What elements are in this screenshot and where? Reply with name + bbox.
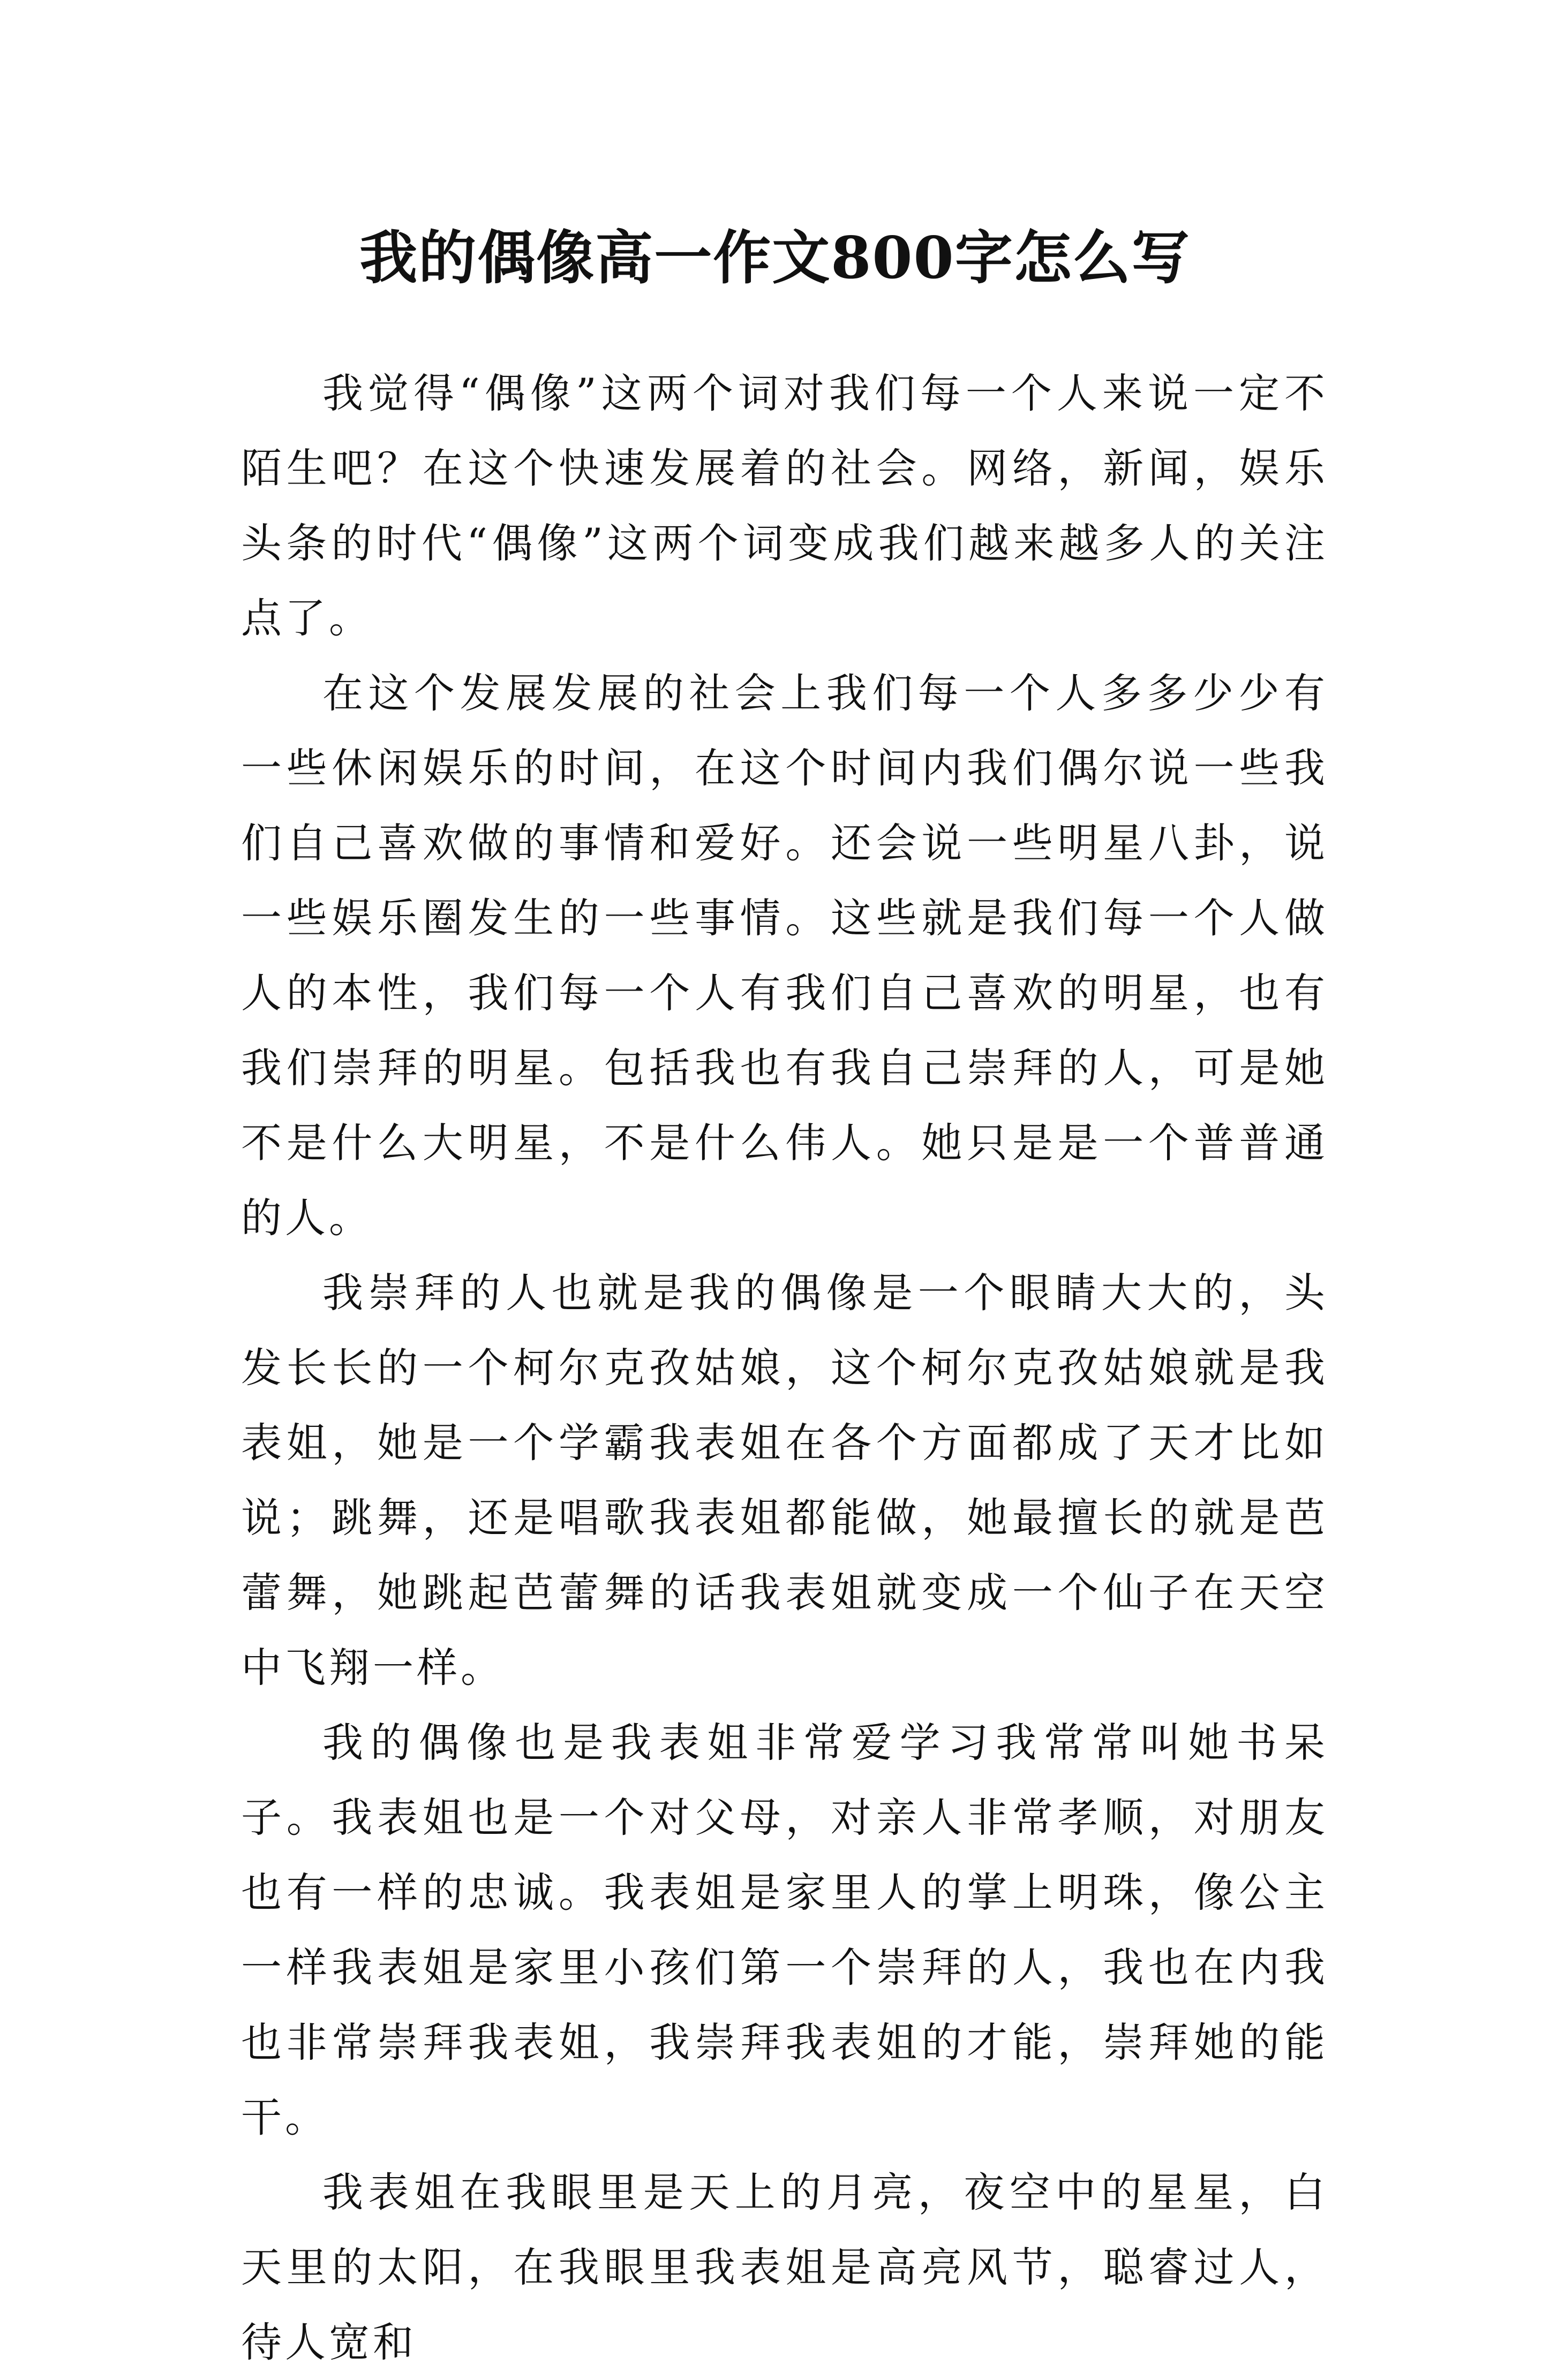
paragraph-5: 我表姐在我眼里是天上的月亮，夜空中的星星，白天里的太阳，在我眼里我表姐是高亮风节，聪睿过人，待人宽和 — [241, 2169, 1328, 2366]
paragraph-4: 我的偶像也是我表姐非常爱学习我常常叫她书呆子。我表姐也是一个对父母，对亲人非常孝顺，对朋友也有一样的忠诚。我表姐是家里人的掌上明珠，像公主一样我表姐是家里小孩们第一个崇拜的人，我也在内我也非常崇拜我表姐，我崇拜我表姐的才能，崇拜她的能干。 — [241, 1719, 1328, 2141]
paragraph-1: 我觉得“偶像”这两个词对我们每一个人来说一定不陌生吧？在这个快速发展着的社会。网络，新闻，娱乐头条的时代“偶像”这两个词变成我们越来越多人的关注点了。 — [241, 369, 1328, 642]
document-title: 我的偶像高一作文800字怎么写 — [359, 224, 1191, 292]
paragraph-2: 在这个发展发展的社会上我们每一个人多多少少有一些休闲娱乐的时间，在这个时间内我们偶尔说一些我们自己喜欢做的事情和爱好。还会说一些明星八卦，说一些娱乐圈发生的一些事情。这些就是我们每一个人做人的本性，我们每一个人有我们自己喜欢的明星，也有我们崇拜的明星。包括我也有我自己崇拜的人，可是她不是什么大明星，不是什么伟人。她只是是一个普普通的人。 — [241, 669, 1328, 1242]
document-body — [241, 356, 1328, 2380]
paragraph-3: 我崇拜的人也就是我的偶像是一个眼睛大大的，头发长长的一个柯尔克孜姑娘，这个柯尔克孜姑娘就是我表姐，她是一个学霸我表姐在各个方面都成了天才比如说；跳舞，还是唱歌我表姐都能做，她最擅长的就是芭蕾舞，她跳起芭蕾舞的话我表姐就变成一个仙子在天空中飞翔一样。 — [241, 1269, 1328, 1691]
